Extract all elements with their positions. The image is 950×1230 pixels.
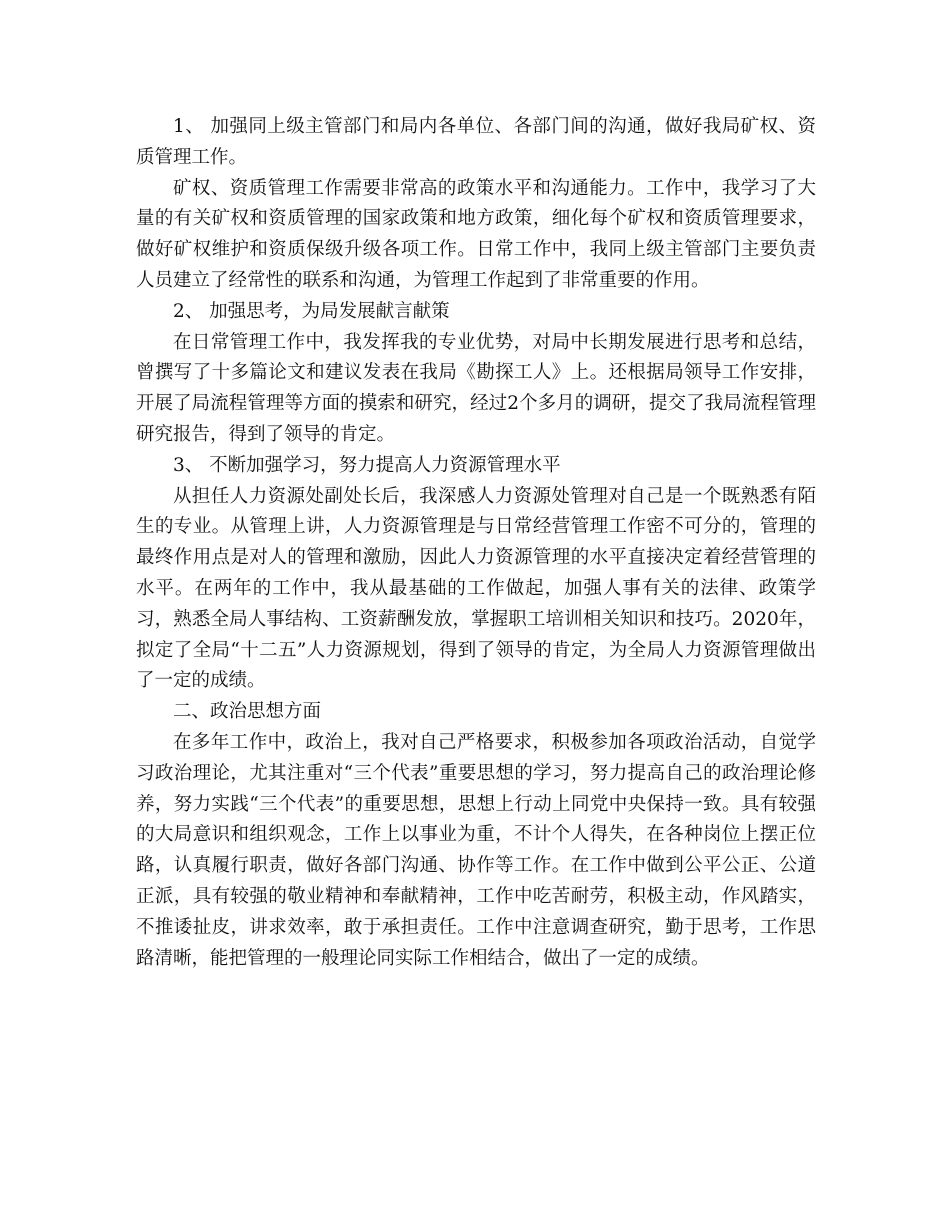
paragraph-body-1: 矿权、资质管理工作需要非常高的政策水平和沟通能力。工作中，我学习了大量的有关矿权和资质管理的国家政策和地方政策，细化每个矿权和资质管理要求，做好矿权维护和资质保级升级各项工作。日常工作中，我同上级主管部门主要负责人员建立了经常性的联系和沟通，为管理工作起到了非常重要的作用。 <box>136 177 816 291</box>
paragraph-body-2: 在日常管理工作中，我发挥我的专业优势，对局中长期发展进行思考和总结，曾撰写了十多篇论文和建议发表在我局《勘探工人》上。还根据局领导工作安排，开展了局流程管理等方面的摸索和研究，经过2个多月的调研，提交了我局流程管理研究报告，得到了领导的肯定。 <box>136 331 816 445</box>
paragraph-heading-2: 2、 加强思考，为局发展献言献策 <box>173 300 450 322</box>
paragraph-heading-1: 1、 加强同上级主管部门和局内各单位、各部门间的沟通，做好我局矿权、资质管理工作。 <box>136 116 816 168</box>
paragraph-body-4: 在多年工作中，政治上，我对自己严格要求，积极参加各项政治活动，自觉学习政治理论，尤其注重对“三个代表”重要思想的学习，努力提高自己的政治理论修养，努力实践“三个代表”的重要思想，思想上行动上同党中央保持一致。具有较强的大局意识和组织观念，工作上以事业为重，不计个人得失，在各种岗位上摆正位路，认真履行职责，做好各部门沟通、协作等工作。在工作中做到公平公正、公道正派，具有较强的敬业精神和奉献精神，工作中吃苦耐劳，积极主动，作风踏实，不推诿扯皮，讲求效率，敢于承担责任。工作中注意调查研究，勤于思考，工作思路清晰，能把管理的一般理论同实际工作相结合，做出了一定的成绩。 <box>136 731 816 969</box>
paragraph-body-3: 从担任人力资源处副处长后，我深感人力资源处管理对自己是一个既熟悉有陌生的专业。从管理上讲，人力资源管理是与日常经营管理工作密不可分的，管理的最终作用点是对人的管理和激励，因此人力资源管理的水平直接决定着经营管理的水平。在两年的工作中，我从最基础的工作做起，加强人事有关的法律、政策学习，熟悉全局人事结构、工资薪酬发放，掌握职工培训相关知识和技巧。2020年，拟定了全局“十二五”人力资源规划，得到了领导的肯定，为全局人力资源管理做出了一定的成绩。 <box>136 485 816 692</box>
section-heading-political: 二、政治思想方面 <box>173 701 322 723</box>
paragraph-heading-3: 3、 不断加强学习，努力提高人力资源管理水平 <box>173 454 561 476</box>
document-body <box>136 112 816 974</box>
